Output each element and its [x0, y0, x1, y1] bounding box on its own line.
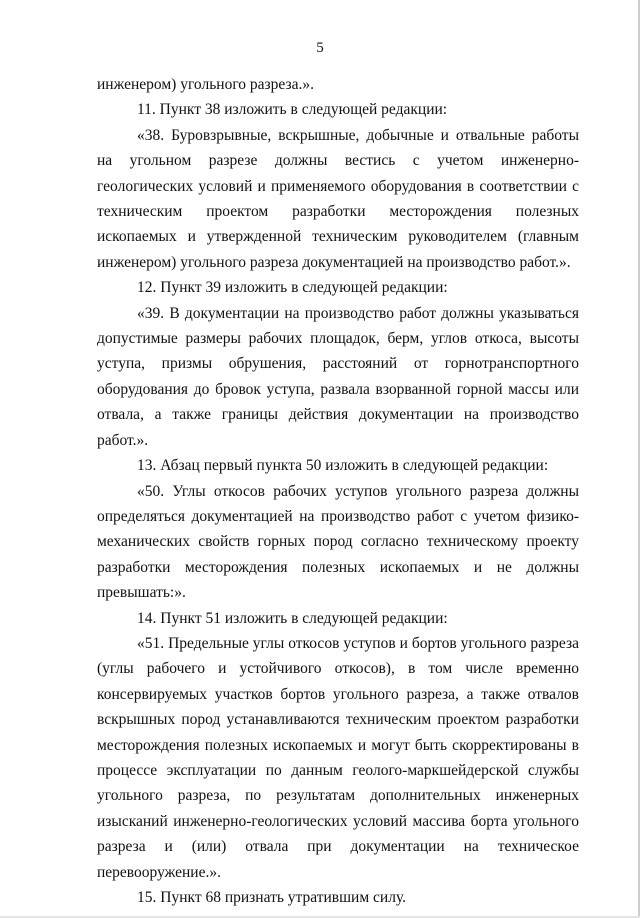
item-50-text: «50. Углы откосов рабочих уступов угольного разреза должны определяться документацией на производство работ с учетом физико-механических свойств горных пород согласно техническому проекту разработки месторождения полезных ископаемых и не должны превышать:».	[97, 482, 579, 602]
continuation-paragraph: инженером) угольного разреза.».	[97, 76, 314, 93]
item-51-text: «51. Предельные углы откосов уступов и бортов угольного разреза (углы рабочего и устойчивого откосов), в том числе временно консервируемых участков бортов угольного разреза, а также отвалов вскрышных пород устанавливаются техническим проектом разработки месторождения полезных ископаемых и могут быть скорректированы в процессе эксплуатации по данным геолого-маркшейдерской службы угольного разреза, по результатам дополнительных инженерных изысканий инженерно-геологических условий массива борта угольного разреза и (или) отвала при документации на техническое перевооружение.».	[97, 634, 579, 881]
item-14-heading: 14. Пункт 51 изложить в следующей редакции:	[137, 609, 448, 627]
page-number: 5	[316, 40, 324, 56]
document-body	[97, 72, 579, 910]
item-15-heading: 15. Пункт 68 признать утратившим силу.	[137, 889, 407, 906]
item-13-heading: 13. Абзац первый пункта 50 изложить в следующей редакции:	[137, 457, 549, 475]
item-38-text: «38. Буровзрывные, вскрышные, добычные и отвальные работы на угольном разрезе должны вестись с учетом инженерно-геологических условий и применяемого оборудования в соответствии с техническим проектом разработки месторождения полезных ископаемых и утвержденной техническим руководителем (главным инженером) угольного разреза документацией на производство работ.».	[97, 126, 579, 271]
item-39-text: «39. В документации на производство работ должны указываться допустимые размеры рабочих площадок, берм, углов откоса, высоты уступа, призмы обрушения, расстояний от горнотранспортного оборудования до бровок уступа, развала взорванной горной массы или отвала, а также границы действия документации на производство работ.».	[97, 304, 579, 449]
item-12-heading: 12. Пункт 39 изложить в следующей редакции:	[137, 279, 448, 297]
item-11-heading: 11. Пункт 38 изложить в следующей редакции:	[137, 101, 448, 119]
